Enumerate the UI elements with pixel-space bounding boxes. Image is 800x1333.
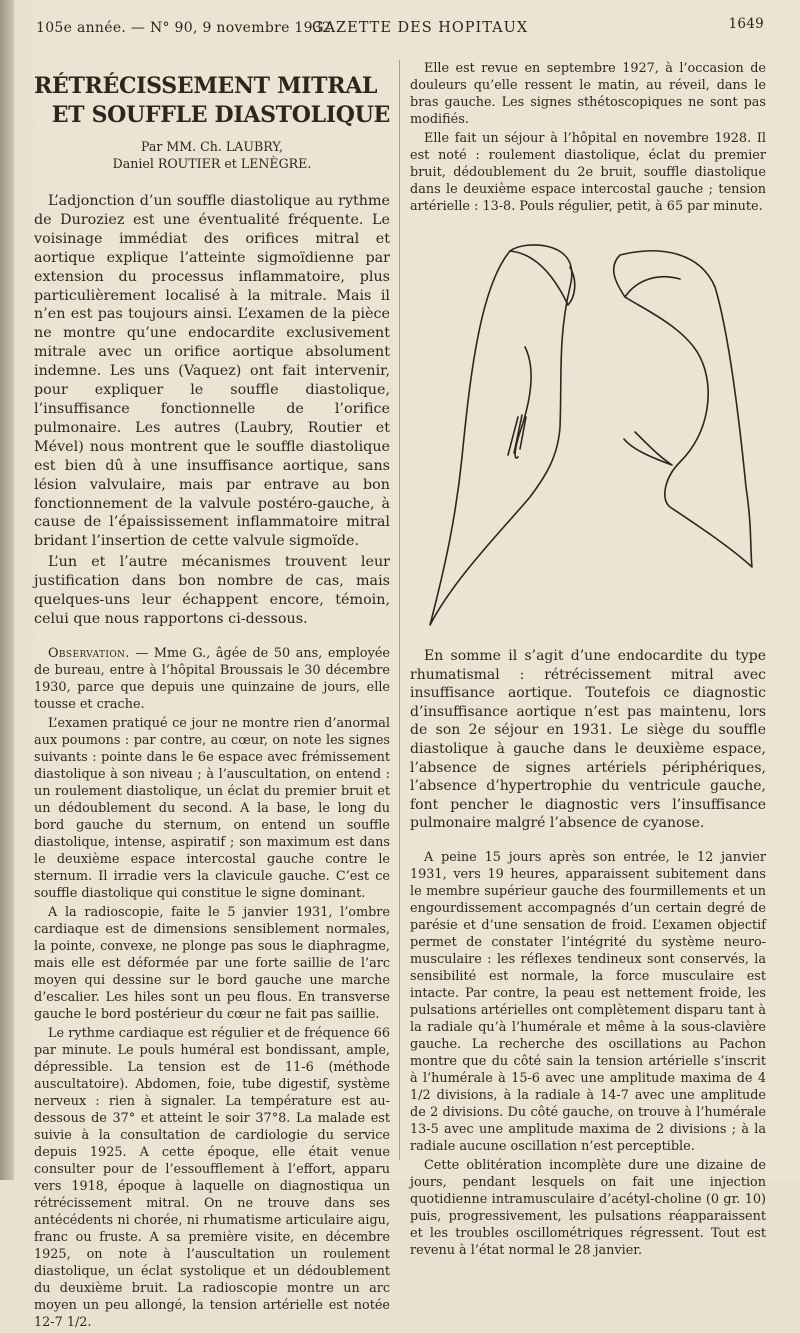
journal-name: GAZETTE DES HOPITAUX <box>312 20 529 36</box>
page-number: 1649 <box>728 16 764 32</box>
intro-paragraph: L’un et l’autre mécanismes trouvent leur justification dans bon nombre de cas, mais quelques-uns leur échappent encore, témoin, celui que nous rapportons ci-dessous. <box>34 554 390 627</box>
mediastinum-detail <box>515 347 531 458</box>
authors-line-1: Par MM. Ch. LAUBRY, <box>140 139 284 154</box>
left-column <box>34 60 390 1333</box>
column-divider <box>399 60 400 1160</box>
title-line-1: RÉTRÉCISSEMENT MITRAL <box>34 73 378 99</box>
right-lung-outline <box>430 245 572 625</box>
heart-border <box>624 432 672 465</box>
article-title <box>34 72 390 130</box>
observation-paragraph: L’examen pratiqué ce jour ne montre rien d’anormal aux poumons : par contre, au cœur, on note les signes suivants : pointe dans le 6e espace avec frémissement diastolique à son niveau ; à l’auscultation, on entend : un roulement diastolique, un éclat du premier bruit et un dédoublement du second. A la base, le long du bord gauche du sternum, on entend un souffle diastolique, intense, aspiratif ; son maximum est dans le deuxième espace intercostal gauche contre le sternum. Il irradie vers la clavicule gauche. C’est ce souffle diastolique qui constitue le signe dominant. <box>34 715 390 901</box>
summary-section <box>410 647 766 833</box>
issue-info: 105e année. — N° 90, 9 novembre 1932. <box>36 20 337 36</box>
followup-paragraph: Cette oblitération incomplète dure une dizaine de jours, pendant lesquels on fait une injection quotidienne intramusculaire d’acétyl-choline (0 gr. 10) puis, progressivement, les pulsations réapparaissent et les troubles oscillométriques régressent. Tout est revenu à l’état normal le 28 janvier. <box>410 1157 766 1258</box>
observation-text: — Mme G., âgée de 50 ans, employée de bureau, entre à l’hôpital Broussais le 30 décembre 1930, parce que depuis une quinzaine de jours, elle tousse et crache. <box>34 645 390 712</box>
title-line-2: ET SOUFFLE DIASTOLIQUE <box>51 102 390 128</box>
article-authors <box>34 138 390 172</box>
history-paragraph: Elle est revue en septembre 1927, à l’occasion de douleurs qu’elle ressent le matin, au réveil, dans le bras gauche. Les signes sthétoscopiques ne sont pas modifiés. <box>410 61 766 127</box>
followup-section <box>410 849 766 1259</box>
observation-section <box>34 645 390 1331</box>
history-section <box>410 60 766 215</box>
right-lung-apex <box>510 251 575 305</box>
observation-paragraph <box>34 645 390 713</box>
right-column <box>410 60 766 1261</box>
left-lung-apex <box>625 277 680 297</box>
observation-label: Observation. <box>48 645 130 661</box>
running-header <box>36 14 764 38</box>
introduction <box>34 192 390 629</box>
observation-paragraph: Le rythme cardiaque est régulier et de fréquence 66 par minute. Le pouls huméral est bondissant, ample, dépressible. La tension est de 11-6 (méthode auscultatoire). Abdomen, foie, tube digestif, système nerveux : rien à signaler. La température est au-dessous de 37° et atteint le soir 37°8. La malade est suivie à la consultation de cardiologie du service depuis 1925. A cette époque, elle était venue consulter pour de l’essoufflement à l’effort, apparu vers 1918, époque à laquelle on diagnostiqua un rétrécissement mitral. On ne trouve dans ses antécédents ni chorée, ni rhumatisme articulaire aigu, franc ou fruste. A sa première visite, en décembre 1925, on note à l’auscultation un roulement diastolique, un éclat systolique et un dédoublement du deuxième bruit. La radioscopie montre un arc moyen un peu allongé, la tension artérielle est notée 12-7 1/2. <box>34 1025 390 1330</box>
followup-paragraph: A peine 15 jours après son entrée, le 12 janvier 1931, vers 19 heures, apparaissent subitement dans le membre supérieur gauche des fourmillements et un engourdissement accompagnés d’un certain degré de parésie et d’une sensation de froid. L’examen objectif permet de constater l’intégrité du système neuro-musculaire : les réflexes tendineux sont conservés, la sensibilité est normale, la force musculaire est intacte. Par contre, la peau est nettement froide, les pulsations artérielles ont complètement disparu tant à la radiale qu’à l’humérale et même à la sous-clavière gauche. La recherche des oscillations au Pachon montre que du côté sain la tension artérielle s’inscrit à l’humérale à 15-6 avec une amplitude maxima de 4 1/2 divisions, à la radiale à 14-7 avec une amplitude de 2 divisions. Du côté gauche, on trouve à l’humérale 13-5 avec une amplitude maxima de 2 divisions ; à la radiale aucune oscillation n’est perceptible. <box>410 849 766 1154</box>
radiograph-tracing-figure <box>410 227 766 637</box>
authors-line-2: Daniel ROUTIER et LENÈGRE. <box>112 156 312 171</box>
intro-paragraph: L’adjonction d’un souffle diastolique au rythme de Duroziez est une éventualité fréquente. Le voisinage immédiat des orifices mitral et aortique explique l’atteinte sigmoïdienne par extension du processus inflammatoire, plus particulièrement localisé à la mitrale. Mais il n’en est pas toujours ainsi. L’examen de la pièce ne montre qu’une endocardite exclusivement mitrale avec un orifice aortique absolument indemne. Les uns (Vaquez) ont fait intervenir, pour expliquer le souffle diastolique, l’insuffisance fonctionnelle de l’orifice pulmonaire. Les autres (Laubry, Routier et Mével) nous montrent que le souffle diastolique est bien dû à une insuffisance aortique, sans lésion valvulaire, mais par entrave au bon fonctionnement de la valvule postéro-gauche, à cause de l’épaississement inflammatoire mitral bridant l’insertion de cette valvule sigmoïde. <box>34 193 390 550</box>
history-paragraph: Elle fait un séjour à l’hôpital en novembre 1928. Il est noté : roulement diastolique, éclat du premier bruit, dédoublement du 2e bruit, souffle diastolique dans le deuxième espace intercostal gauche ; tension artérielle : 13-8. Pouls régulier, petit, à 65 par minute. <box>410 131 766 214</box>
left-lung-outline <box>614 251 752 567</box>
hilum-lines-1 <box>508 417 518 455</box>
page-binding-edge <box>0 0 14 1180</box>
observation-paragraph: A la radioscopie, faite le 5 janvier 1931, l’ombre cardiaque est de dimensions sensiblement normales, la pointe, convexe, ne plonge pas sous le diaphragme, mais elle est déformée par une forte saillie de l’arc moyen qui dessine sur le bord gauche une marche d’escalier. Les hiles sont un peu flous. En transverse gauche le bord postérieur du cœur ne fait pas saillie. <box>34 904 390 1022</box>
heart-silhouette-drawing <box>410 227 766 637</box>
summary-paragraph: En somme il s’agit d’une endocardite du type rhumatismal : rétrécissement mitral avec insuffisance aortique. Toutefois ce diagnostic d’insuffisance aortique n’est pas maintenu, lors de son 2e séjour en 1931. Le siège du souffle diastolique à gauche dans le deuxième espace, l’absence de signes artériels périphériques, l’absence d’hypertrophie du ventricule gauche, font pencher le diagnostic vers l’insuffisance pulmonaire malgré l’absence de cyanose. <box>410 648 766 832</box>
